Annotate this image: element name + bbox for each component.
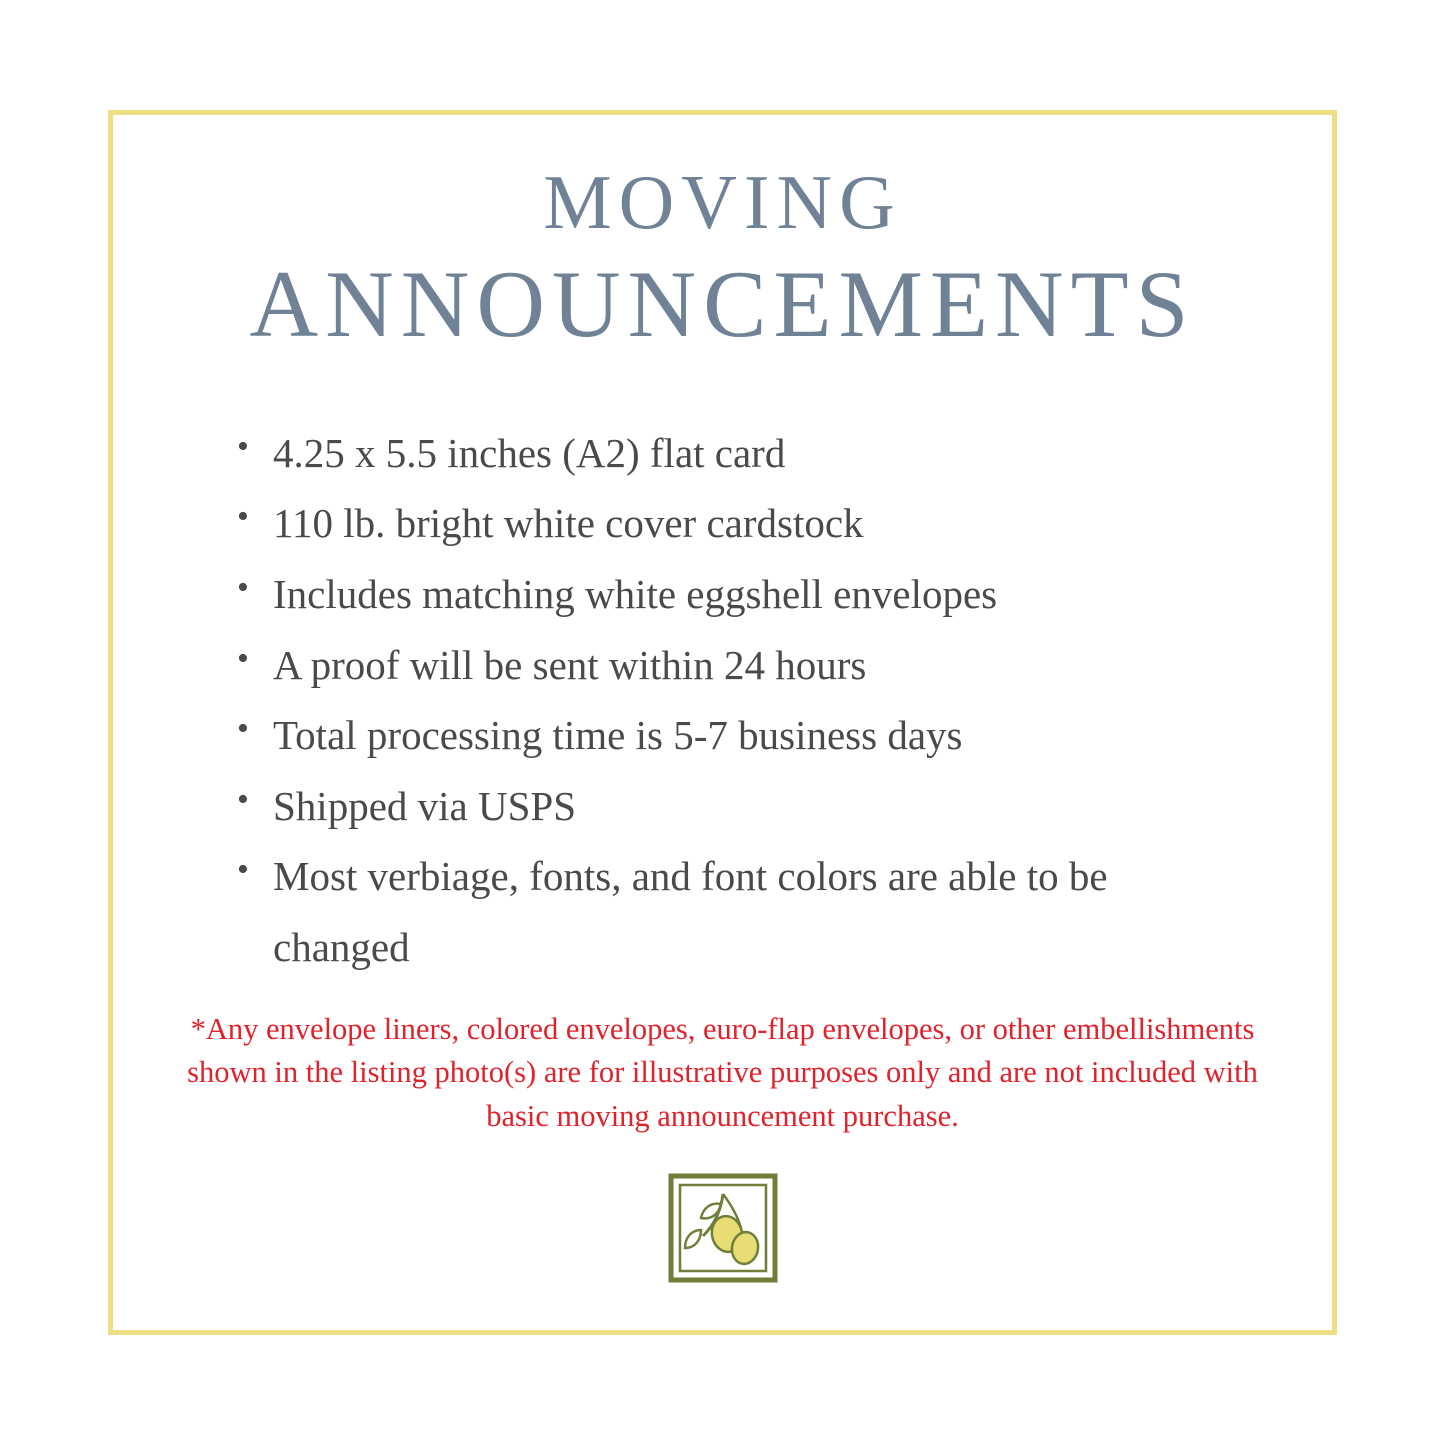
list-item: • 4.25 x 5.5 inches (A2) flat card bbox=[231, 418, 1252, 489]
page-title bbox=[240, 157, 1206, 360]
title-line-1: MOVING bbox=[543, 159, 902, 245]
product-details-list bbox=[153, 418, 1292, 982]
disclaimer-text: *Any envelope liners, colored envelopes, euro-flap envelopes, or other embellishments shown in the listing photo(s) are for illustrative purposes only and are not included with basic moving announcement purchase. bbox=[187, 1012, 1258, 1133]
title-line-2: ANNOUNCEMENTS bbox=[249, 250, 1196, 357]
lemon-branch-logo-icon bbox=[663, 1168, 783, 1288]
logo-container bbox=[153, 1168, 1292, 1288]
list-item: • Most verbiage, fonts, and font colors are able to be changed bbox=[231, 841, 1252, 982]
card-content bbox=[113, 115, 1332, 1330]
list-item: • A proof will be sent within 24 hours bbox=[231, 630, 1252, 701]
list-item: • Includes matching white eggshell envelopes bbox=[231, 559, 1252, 630]
card-border-frame bbox=[108, 110, 1337, 1335]
list-item: • Shipped via USPS bbox=[231, 771, 1252, 842]
list-item: • Total processing time is 5-7 business days bbox=[231, 700, 1252, 771]
list-item: • 110 lb. bright white cover cardstock bbox=[231, 488, 1252, 559]
